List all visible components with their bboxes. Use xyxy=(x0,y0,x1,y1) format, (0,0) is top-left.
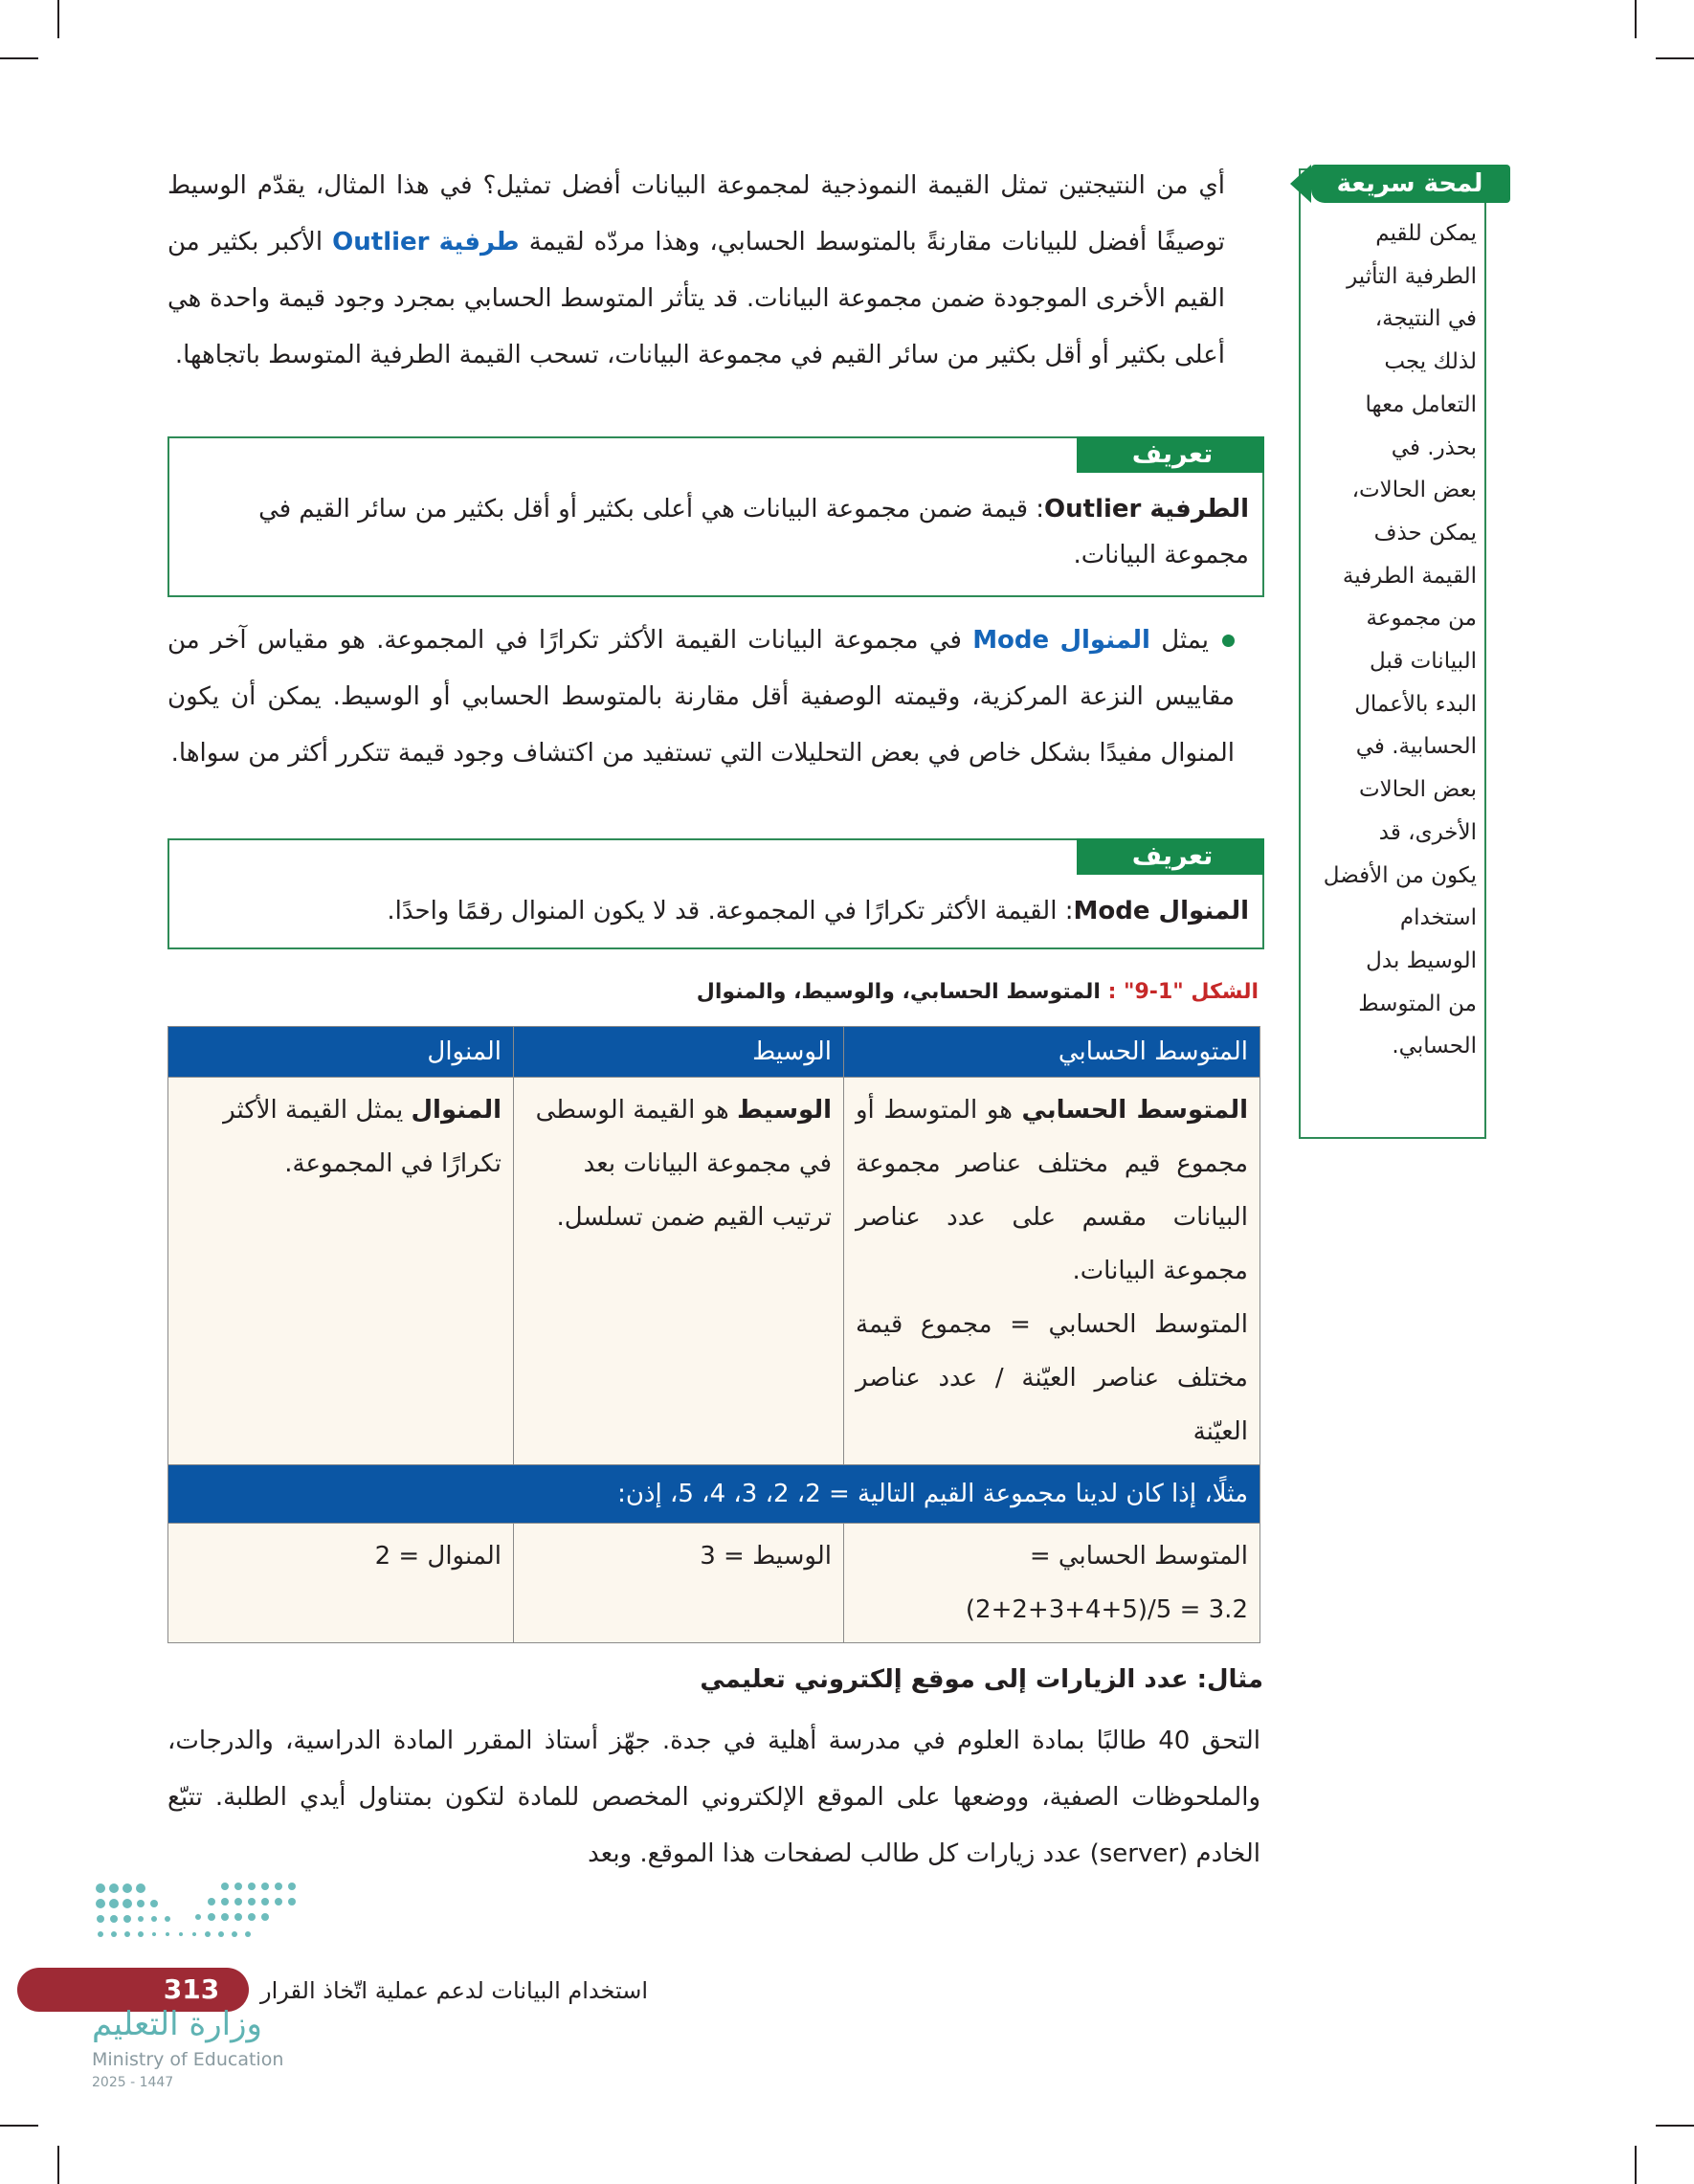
definition-body: : قيمة ضمن مجموعة البيانات هي أعلى بكثير أو أقل بكثير من سائر القيم في مجموعة البيانات. xyxy=(258,495,1249,569)
figure-label: الشكل "1-9" : xyxy=(1107,980,1259,1004)
sidebar-title-tag xyxy=(1281,165,1510,205)
example-row: مثلًا، إذا كان لدينا مجموعة القيم التالية = 2، 2، 3، 4، 5، إذن: xyxy=(168,1465,1260,1524)
table-row xyxy=(168,1524,1260,1643)
ministry-name-ar: وزارة التعليم xyxy=(92,2005,262,2043)
definition-tag: تعريف xyxy=(1077,436,1264,473)
header-mode: المنوال xyxy=(168,1027,514,1078)
outlier-term-ar: طرفية xyxy=(438,228,520,256)
mode-term-en: Mode xyxy=(972,626,1050,655)
cell-text: هو القيمة الوسطى في مجموعة البيانات بعد ترتيب القيم ضمن تسلسل. xyxy=(535,1096,832,1232)
cell-term: الوسيط xyxy=(737,1096,832,1125)
cell-median-result: الوسيط = 3 xyxy=(514,1524,844,1643)
sidebar-line: البيانات قبل xyxy=(1369,649,1477,675)
cell-mean-result xyxy=(844,1524,1260,1643)
figure-caption xyxy=(697,980,1259,1004)
bullet-icon xyxy=(1222,635,1235,647)
crop-mark xyxy=(1635,2146,1637,2184)
sidebar-title: لمحة سريعة xyxy=(1336,169,1483,198)
chapter-title: استخدام البيانات لدعم عملية اتّخاذ القرار xyxy=(260,1977,649,2004)
cell-formula: المتوسط الحسابي = مجموع قيمة مختلف عناصر العيّنة / عدد عناصر العيّنة xyxy=(856,1310,1248,1446)
table-row xyxy=(168,1078,1260,1465)
mode-text-2: في مجموعة البيانات القيمة الأكثر تكرارًا في المجموعة. هو مقياس آخر من مقاييس النزعة المركزية، وقيمته الوصفية أقل مقارنة بالمتوسط الحسابي أو الوسيط. يمكن أن يكون المنوال مفيدًا بشكل خاص في بعض التحليلات التي تستفيد من اكتشاف وجود قيمة تتكرر أكثر من سواها. xyxy=(167,626,1235,768)
page-number: 313 xyxy=(163,1973,220,2005)
mode-paragraph xyxy=(167,613,1235,782)
crop-mark xyxy=(57,0,59,38)
cell-text: هو المتوسط أو مجموع قيم مختلف عناصر مجموعة البيانات مقسم على عدد عناصر مجموعة البيانات. xyxy=(856,1096,1248,1285)
sidebar-line: من مجموعة xyxy=(1366,606,1477,632)
sidebar-line: الحسابي. xyxy=(1392,1034,1477,1059)
cell-formula: (2+2+3+4+5)/5 = 3.2 xyxy=(965,1595,1248,1624)
sidebar-line: البدء بالأعمال xyxy=(1354,691,1477,717)
sidebar-line: استخدام xyxy=(1399,905,1477,931)
sidebar-line: يكون من الأفضل xyxy=(1323,862,1477,888)
sidebar-line: الحسابية. في xyxy=(1355,734,1477,760)
ministry-logo-dots-icon xyxy=(91,1879,301,1959)
sidebar-line: من المتوسط xyxy=(1358,991,1477,1016)
ministry-name-en: Ministry of Education xyxy=(92,2049,284,2070)
mode-term-ar: المنوال xyxy=(1059,626,1150,655)
sidebar-quick-look xyxy=(1299,168,1486,1139)
sidebar-line: لذلك يجب xyxy=(1384,349,1477,375)
example-title: مثال: عدد الزيارات إلى موقع إلكتروني تعليمي xyxy=(700,1665,1263,1694)
crop-mark xyxy=(1656,57,1694,59)
intro-text-1: أي من النتيجتين تمثل القيمة النموذجية لمجموعة البيانات أفضل تمثيل؟ في هذا المثال، يقدّم الوسيط توصيفًا أفضل للبيانات مقارنةً بالمتوسط الحسابي، وهذا مردّه لقيمة xyxy=(167,171,1226,256)
sidebar-line: في النتيجة، xyxy=(1374,306,1477,332)
header-mean: المتوسط الحسابي xyxy=(844,1027,1260,1078)
header-median: الوسيط xyxy=(514,1027,844,1078)
intro-text-2: الأكبر بكثير من القيم الأخرى الموجودة ضمن مجموعة البيانات. قد يتأثر المتوسط الحسابي بمجرد وجود قيمة واحدة هي أعلى بكثير أو أقل بكثير من سائر القيم في مجموعة البيانات، تسحب القيمة الطرفية المتوسط باتجاهها. xyxy=(167,228,1225,369)
definition-box-outlier xyxy=(167,436,1264,597)
definition-body: : القيمة الأكثر تكرارًا في المجموعة. قد لا يكون المنوال رقمًا واحدًا. xyxy=(387,897,1074,925)
sidebar-tag-arrow-icon xyxy=(1290,165,1311,203)
ministry-year: 2025 - 1447 xyxy=(92,2075,174,2090)
sidebar-line: الوسيط بدل xyxy=(1366,947,1477,973)
sidebar-line: التعامل معها xyxy=(1365,391,1477,417)
cell-mode-definition xyxy=(168,1078,514,1465)
intro-paragraph xyxy=(167,158,1225,384)
sidebar-line: يمكن للقيم xyxy=(1375,221,1477,246)
crop-mark xyxy=(1635,0,1637,38)
cell-term: المنوال xyxy=(411,1096,502,1125)
crop-mark xyxy=(57,2146,59,2184)
cell-mode-result: المنوال = 2 xyxy=(168,1524,514,1643)
cell-mean-definition xyxy=(844,1078,1260,1465)
definition-tag: تعريف xyxy=(1077,838,1264,875)
crop-mark xyxy=(0,2125,38,2127)
mode-text-1: يمثل xyxy=(1149,626,1209,655)
figure-title: المتوسط الحسابي، والوسيط، والمنوال xyxy=(696,980,1101,1004)
definition-text xyxy=(189,486,1249,578)
crop-mark xyxy=(1656,2125,1694,2127)
sidebar-text xyxy=(1304,212,1477,1068)
cell-median-definition xyxy=(514,1078,844,1465)
sidebar-line: الطرفية التأثير xyxy=(1347,263,1477,289)
crop-mark xyxy=(0,57,38,59)
definition-term: الطرفية Outlier xyxy=(1044,495,1249,524)
table-header-row xyxy=(168,1027,1260,1078)
sidebar-line: يمكن حذف xyxy=(1373,520,1477,546)
sidebar-line: القيمة الطرفية xyxy=(1342,563,1477,589)
sidebar-line: بحذر. في xyxy=(1391,435,1477,460)
definition-box-mode xyxy=(167,838,1264,949)
definition-text xyxy=(189,888,1249,934)
cell-term: المتوسط الحسابي xyxy=(1021,1096,1248,1125)
example-body: التحق 40 طالبًا بمادة العلوم في مدرسة أهلية في جدة. جهّز أستاذ المقرر المادة الدراسية، والدرجات، والملحوظات الصفية، ووضعها على الموقع الإلكتروني المخصص للمادة لتكون بمتناول أيدي الطلبة. تتبّع الخادم (server) عدد زيارات كل طالب لصفحات هذا الموقع. وبعد xyxy=(167,1727,1260,1868)
table-row xyxy=(168,1465,1260,1524)
cell-text: المتوسط الحسابي = xyxy=(1029,1542,1248,1571)
stats-table xyxy=(167,1026,1260,1643)
sidebar-line: بعض الحالات، xyxy=(1351,478,1477,503)
sidebar-line: الأخرى، قد xyxy=(1378,819,1477,845)
outlier-term-en: Outlier xyxy=(332,228,430,256)
definition-term: المنوال Mode xyxy=(1073,897,1249,925)
cell-text: يمثل القيمة الأكثر تكرارًا في المجموعة. xyxy=(223,1096,502,1178)
sidebar-line: بعض الحالات xyxy=(1358,777,1477,803)
